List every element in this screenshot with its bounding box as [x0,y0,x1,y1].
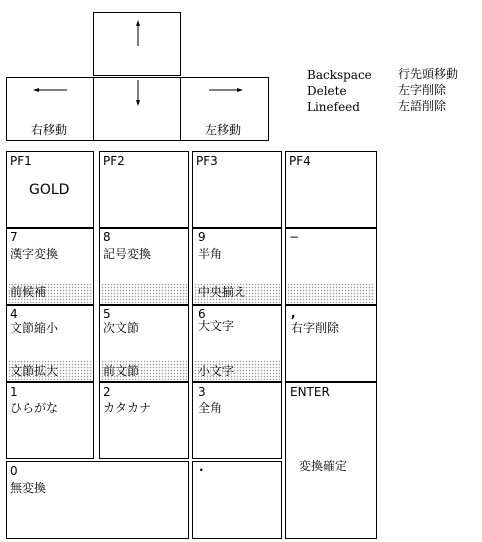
key-3-main-label: 全角 [198,401,223,415]
key-5[interactable] [99,305,189,382]
key-3[interactable] [192,382,282,459]
key-9[interactable] [192,228,282,305]
legend-key-delete: Delete [307,84,347,98]
arrow-up-icon [133,20,143,46]
pf4-top-label: PF4 [289,154,311,168]
legend-action-linefeed: 左語削除 [398,99,447,113]
key-9-bottom-label: 中央揃え [198,285,247,299]
pf2-top-label: PF2 [103,154,125,168]
key-8[interactable] [99,228,189,305]
key-1-main-label: ひらがな [10,401,59,415]
key-4[interactable] [6,305,94,382]
key-5-top-label: 5 [103,307,111,321]
pf3-key[interactable] [192,151,282,228]
key-6[interactable] [192,305,282,382]
pf1-key[interactable] [6,151,94,228]
left-arrow-key[interactable] [6,77,94,141]
key-4-top-label: 4 [10,307,18,321]
minus-key[interactable] [285,228,377,305]
left-arrow-label: 右移動 [31,123,68,137]
comma-key-top-label: , [291,306,296,320]
key-9-top-label: 9 [198,230,206,244]
key-0-top-label: 0 [10,464,18,478]
pf3-top-label: PF3 [196,154,218,168]
key-6-bottom-label: 小文字 [198,364,235,378]
key-7[interactable] [6,228,94,305]
key-7-top-label: 7 [10,230,18,244]
comma-key-main-label: 右字削除 [291,321,340,335]
pf2-key[interactable] [99,151,189,228]
minus-key-top-label: − [289,230,300,244]
period-key[interactable] [192,461,282,539]
legend-key-backspace: Backspace [307,68,372,82]
key-6-main-label: 大文字 [198,319,235,333]
key-7-bottom-label: 前候補 [10,285,47,299]
enter-key-main-label: 変換確定 [299,459,348,473]
key-0-main-label: 無変換 [10,481,47,495]
down-arrow-key[interactable] [93,77,181,141]
legend-action-delete: 左字削除 [398,83,447,97]
legend-key-linefeed: Linefeed [307,100,360,114]
key-2[interactable] [99,382,189,459]
pf4-key[interactable] [285,151,377,228]
key-8-main-label: 記号変換 [103,247,152,261]
key-1-top-label: 1 [10,385,18,399]
key-5-main-label: 次文節 [103,321,140,335]
key-9-main-label: 半角 [198,247,223,261]
arrow-left-icon [33,85,67,95]
key-8-top-label: 8 [103,230,111,244]
comma-key[interactable] [285,305,377,382]
minus-key-shaded-area [287,283,375,303]
key-7-main-label: 漢字変換 [10,247,59,261]
key-3-top-label: 3 [198,385,206,399]
enter-key-top-label: ENTER [290,385,330,399]
key-1[interactable] [6,382,94,459]
key-2-main-label: カタカナ [103,401,152,415]
period-key-top-label: . [199,460,204,474]
up-arrow-key[interactable] [93,12,181,76]
key-0[interactable] [6,461,189,539]
key-2-top-label: 2 [103,385,111,399]
key-8-shaded-area [101,283,187,303]
arrow-right-icon [209,85,243,95]
arrow-down-icon [133,80,143,106]
key-4-bottom-label: 文節拡大 [10,364,59,378]
key-5-bottom-label: 前文節 [103,364,140,378]
key-6-top-label: 6 [198,307,206,321]
key-4-main-label: 文節縮小 [10,321,59,335]
pf1-top-label: PF1 [10,154,32,168]
legend-action-backspace: 行先頭移動 [398,67,459,81]
right-arrow-label: 左移動 [205,123,242,137]
enter-key[interactable] [285,382,377,539]
pf1-main-label: GOLD [29,182,70,198]
right-arrow-key[interactable] [180,77,269,141]
